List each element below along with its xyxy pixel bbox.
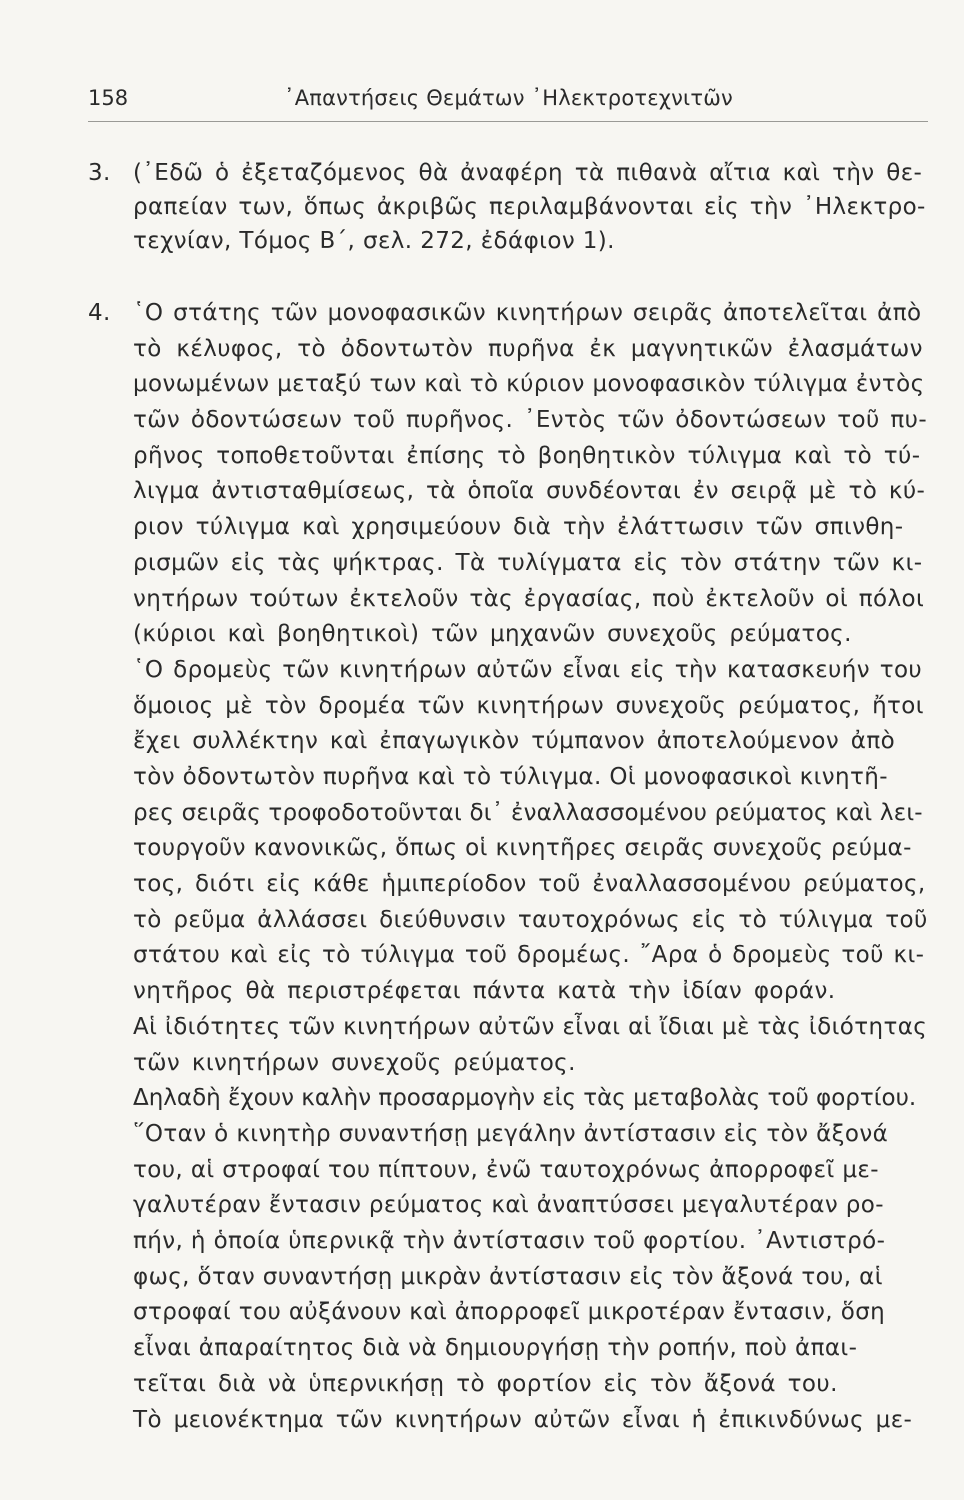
text-line: (᾿Εδῶ ὁ ἐξεταζόμενος θὰ ἀναφέρη τὰ πιθανὰ αἴτια καὶ τὴν θε-: [133, 160, 923, 186]
page-header: [88, 86, 928, 126]
text-line: ριον τύλιγμα καὶ χρησιμεύουν διὰ τὴν ἐλάττωσιν τῶν σπινθη-: [133, 514, 904, 540]
item-number: 3.: [88, 160, 111, 186]
text-line: Τὸ μειονέκτημα τῶν κινητήρων αὐτῶν εἶναι ἡ ἐπικινδύνως με-: [133, 1407, 913, 1433]
running-title: ᾿Απαντήσεις Θεμάτων ᾿Ηλεκτροτεχνιτῶν: [284, 86, 733, 110]
text-line: Αἱ ἰδιότητες τῶν κινητήρων αὐτῶν εἶναι αἱ ἴδιαι μὲ τὰς ἰδιότητας: [133, 1014, 928, 1040]
text-line: τῶν κινητήρων συνεχοῦς ρεύματος.: [133, 1050, 576, 1076]
text-line: νητῆρος θὰ περιστρέφεται πάντα κατὰ τὴν ἰδίαν φοράν.: [133, 978, 836, 1004]
text-line: τεῖται διὰ νὰ ὑπερνικήσῃ τὸ φορτίον εἰς τὸν ἄξονά του.: [133, 1371, 838, 1397]
text-line: ῾Ο στάτης τῶν μονοφασικῶν κινητήρων σειρᾶς ἀποτελεῖται ἀπὸ: [133, 300, 922, 326]
text-line: ὅμοιος μὲ τὸν δρομέα τῶν κινητήρων συνεχοῦς ρεύματος, ἤτοι: [133, 693, 924, 719]
text-line: στροφαί του αὐξάνουν καὶ ἀπορροφεῖ μικροτέραν ἔντασιν, ὅση: [133, 1299, 886, 1325]
text-line: τεχνίαν, Τόμος Β΄, σελ. 272, ἐδάφιον 1).: [133, 228, 615, 254]
text-line: τῶν ὀδοντώσεων τοῦ πυρῆνος. ᾿Εντὸς τῶν ὀδοντώσεων τοῦ πυ-: [133, 407, 928, 433]
text-line: ρισμῶν εἰς τὰς ψήκτρας. Τὰ τυλίγματα εἰς τὸν στάτην τῶν κι-: [133, 550, 923, 576]
text-line: τος, διότι εἰς κάθε ἡμιπερίοδον τοῦ ἐναλλασσομένου ρεύματος,: [133, 871, 926, 897]
text-line: τὸ κέλυφος, τὸ ὀδοντωτὸν πυρῆνα ἐκ μαγνητικῶν ἐλασμάτων: [133, 336, 923, 362]
text-line: Δηλαδὴ ἔχουν καλὴν προσαρμογὴν εἰς τὰς μεταβολὰς τοῦ φορτίου.: [133, 1085, 917, 1111]
text-line: τὸν ὀδοντωτὸν πυρῆνα καὶ τὸ τύλιγμα. Οἱ μονοφασικοὶ κινητῆ-: [133, 764, 888, 790]
text-line: ἔχει συλλέκτην καὶ ἐπαγωγικὸν τύμπανον ἀποτελούμενον ἀπὸ: [133, 728, 896, 754]
item-number: 4.: [88, 300, 111, 326]
header-rule: [88, 121, 928, 122]
text-line: μονωμένων μεταξύ των καὶ τὸ κύριον μονοφασικὸν τύλιγμα ἐντὸς: [133, 371, 925, 397]
text-line: γαλυτέραν ἔντασιν ρεύματος καὶ ἀναπτύσσει μεγαλυτέραν ρο-: [133, 1192, 884, 1218]
page-number: 158: [88, 86, 129, 110]
text-line: ῞Οταν ὁ κινητὴρ συναντήσῃ μεγάλην ἀντίστασιν εἰς τὸν ἄξονά: [133, 1121, 889, 1147]
text-line: ῾Ο δρομεὺς τῶν κινητήρων αὐτῶν εἶναι εἰς τὴν κατασκευήν του: [133, 657, 923, 683]
text-line: (κύριοι καὶ βοηθητικοὶ) τῶν μηχανῶν συνεχοῦς ρεύματος.: [133, 621, 852, 647]
text-line: εἶναι ἀπαραίτητος διὰ νὰ δημιουργήσῃ τὴν ροπήν, ποὺ ἀπαι-: [133, 1335, 858, 1361]
text-line: ρῆνος τοποθετοῦνται ἐπίσης τὸ βοηθητικὸν τύλιγμα καὶ τὸ τύ-: [133, 443, 921, 469]
text-line: ραπείαν των, ὅπως ἀκριβῶς περιλαμβάνονται εἰς τὴν ᾿Ηλεκτρο-: [133, 194, 926, 220]
text-line: του, αἱ στροφαί του πίπτουν, ἐνῶ ταυτοχρόνως ἀπορροφεῖ με-: [133, 1157, 879, 1183]
text-line: τουργοῦν κανονικῶς, ὅπως οἱ κινητῆρες σειρᾶς συνεχοῦς ρεύμα-: [133, 835, 912, 861]
text-line: πήν, ἡ ὁποία ὑπερνικᾷ τὴν ἀντίστασιν τοῦ φορτίου. ᾿Αντιστρό-: [133, 1228, 886, 1254]
text-line: φως, ὅταν συναντήσῃ μικρὰν ἀντίστασιν εἰς τὸν ἄξονά του, αἱ: [133, 1264, 883, 1290]
text-line: νητήρων τούτων ἐκτελοῦν τὰς ἐργασίας, ποὺ ἐκτελοῦν οἱ πόλοι: [133, 586, 925, 612]
text-line: λιγμα ἀντισταθμίσεως, τὰ ὁποῖα συνδέονται ἐν σειρᾷ μὲ τὸ κύ-: [133, 478, 926, 504]
text-line: στάτου καὶ εἰς τὸ τύλιγμα τοῦ δρομέως. ῎Αρα ὁ δρομεὺς τοῦ κι-: [133, 942, 925, 968]
text-line: τὸ ρεῦμα ἀλλάσσει διεύθυνσιν ταυτοχρόνως εἰς τὸ τύλιγμα τοῦ: [133, 907, 928, 933]
text-line: ρες σειρᾶς τροφοδοτοῦνται δι᾿ ἐναλλασσομένου ρεύματος καὶ λει-: [133, 800, 923, 826]
